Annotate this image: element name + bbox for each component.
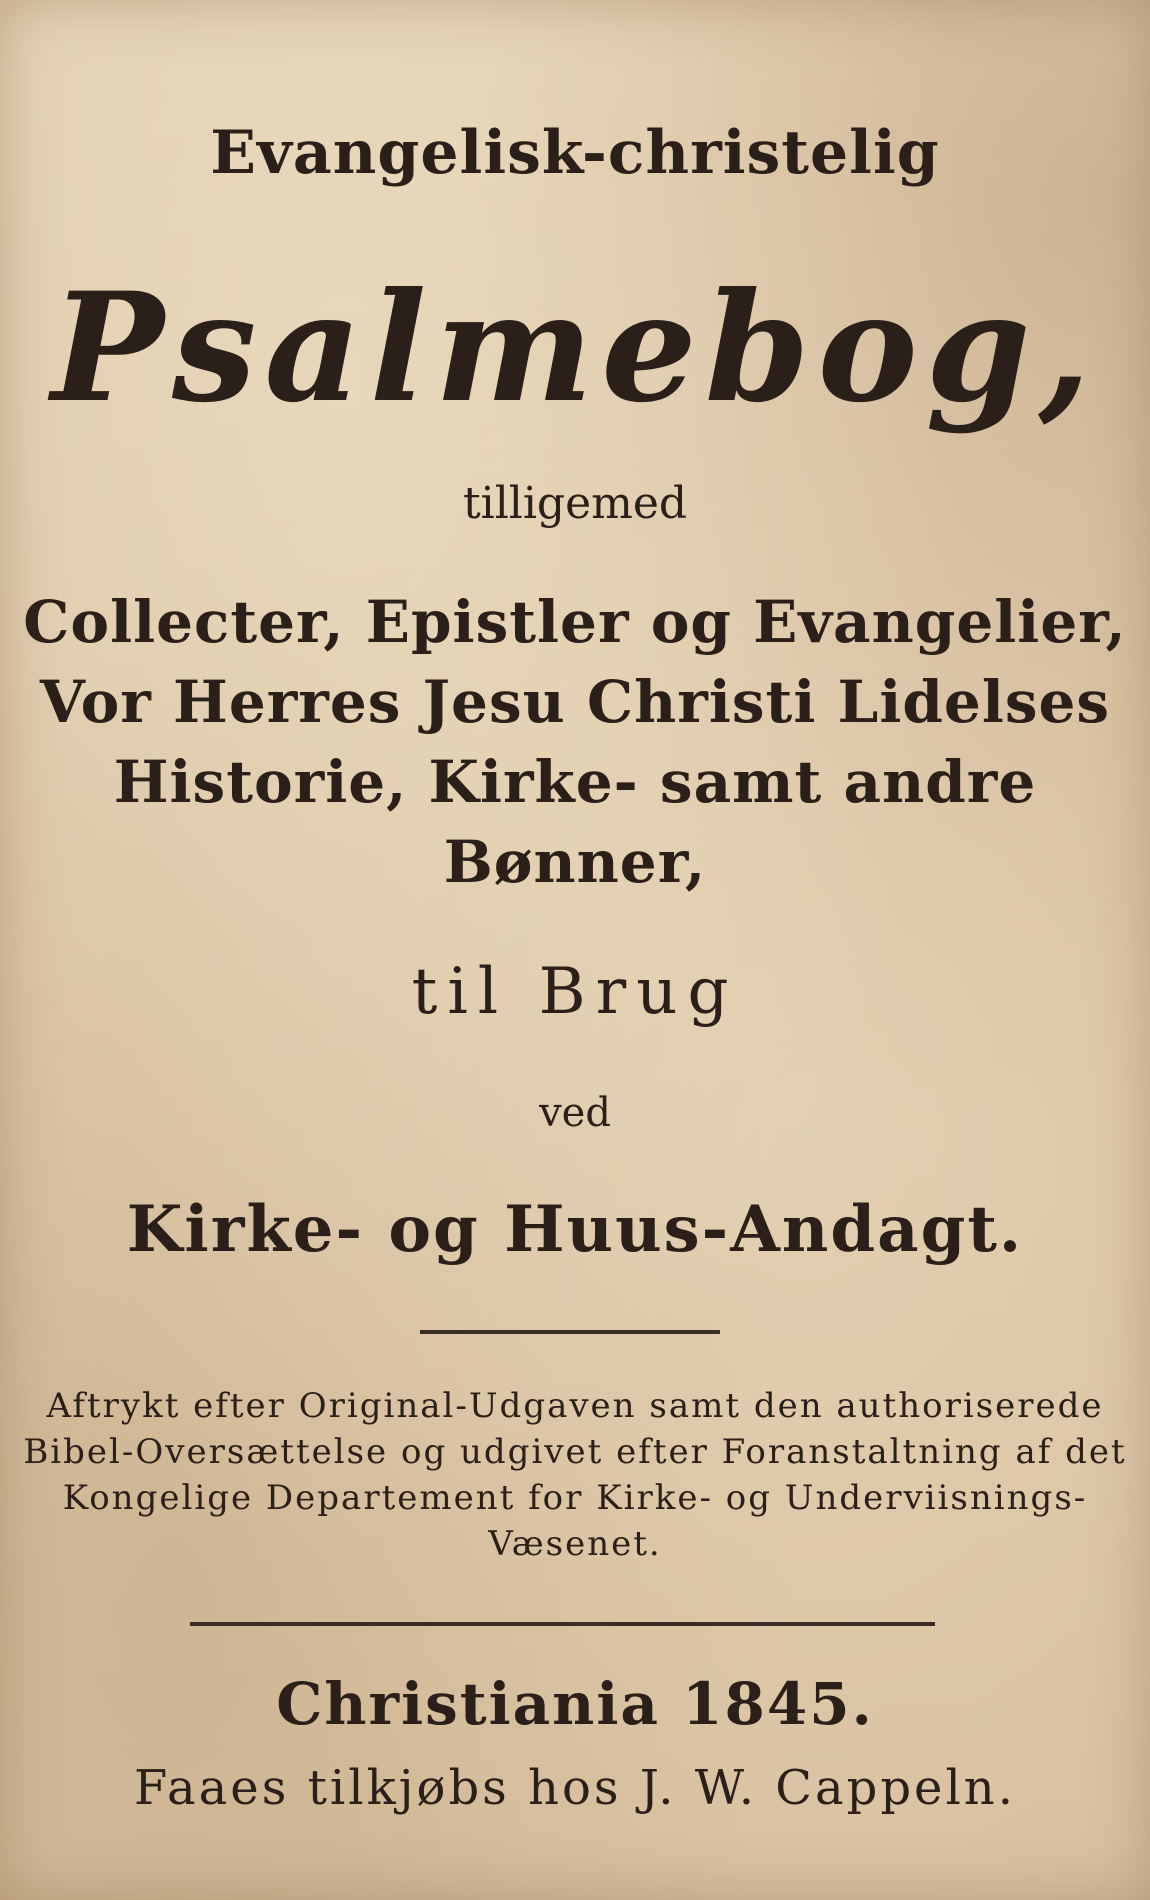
imprint-place-year: Christiania 1845. [276, 1670, 874, 1738]
contents-line-2: Vor Herres Jesu Christi Lidelses [39, 668, 1111, 736]
edition-note-line-2: Bibel-Oversættelse og udgivet efter Foranstaltning af det [23, 1432, 1127, 1472]
purpose-title: Kirke- og Huus-Andagt. [126, 1192, 1024, 1267]
contents-line-4: Bønner, [443, 828, 707, 896]
contents-line-1: Collecter, Epistler og Evangelier, [23, 588, 1127, 656]
connector-text: tilligemed [462, 478, 688, 529]
imprint-seller: Faaes tilkjøbs hos J. W. Cappeln. [134, 1760, 1016, 1816]
subtitle-top: Evangelisk-christelig [210, 118, 940, 188]
contents-line-3: Historie, Kirke- samt andre [113, 748, 1037, 816]
purpose-connector: ved [539, 1090, 611, 1136]
main-title: Psalmebog, [51, 260, 1099, 436]
divider-rule-short [420, 1330, 720, 1334]
divider-rule-long [190, 1622, 935, 1626]
purpose-text: til Brug [411, 955, 739, 1029]
edition-note-line-1: Aftrykt efter Original-Udgaven samt den authoriserede [46, 1386, 1104, 1426]
edition-note-line-4: Væsenet. [488, 1524, 662, 1564]
edition-note-line-3: Kongelige Departement for Kirke- og Underviisnings- [62, 1478, 1088, 1518]
